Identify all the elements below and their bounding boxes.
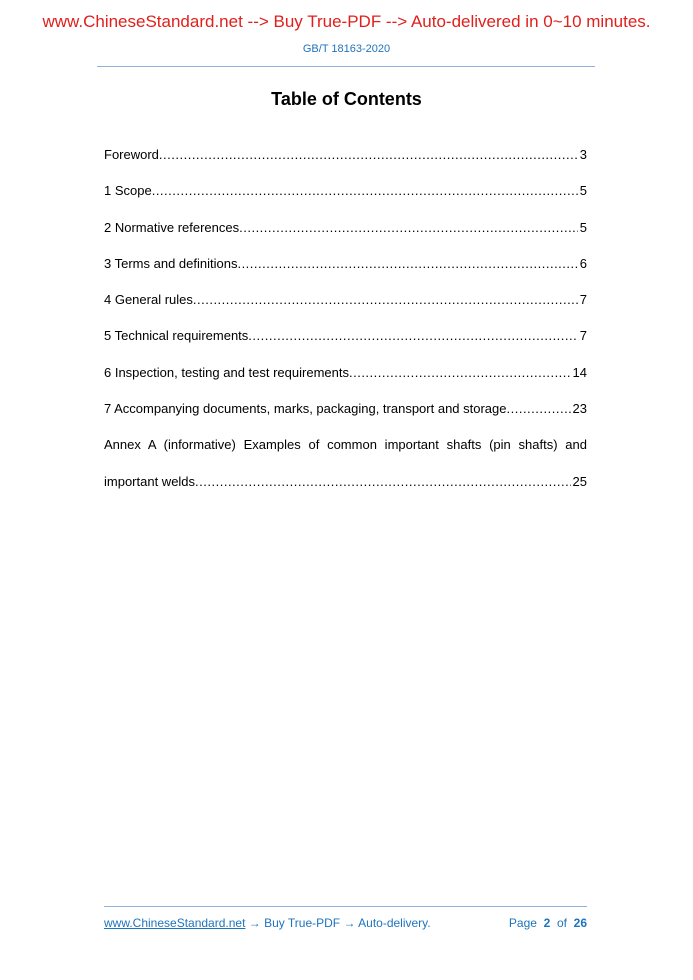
total-pages: 26 [573,916,587,930]
toc-entry-normative-references[interactable] [104,215,587,251]
toc-entry-label: 2 Normative references [104,219,240,235]
toc-entry-page: 7 [579,292,587,308]
toc-entry-annex-a[interactable] [104,469,587,505]
toc-entry-label: 7 Accompanying documents, marks, packaging, transport and storage [104,401,507,417]
toc-entry-page: 3 [579,147,587,162]
current-page-number: 2 [543,916,551,930]
standard-code: GB/T 18163-2020 [302,43,391,55]
table-of-contents [104,142,587,505]
arrow-icon: → [245,916,265,930]
toc-entry-page: 5 [579,183,587,199]
dot-leader [152,178,578,203]
toc-entry-page: 6 [579,255,587,271]
page-title: Table of Contents [271,89,422,109]
toc-entry-technical-requirements[interactable] [104,323,587,359]
dot-leader [237,251,577,276]
toc-entry-label: 5 Technical requirements [104,328,249,344]
dot-leader [195,469,570,494]
toc-entry-inspection-testing[interactable] [104,360,587,396]
dot-leader [159,142,578,167]
footer-divider [104,906,587,907]
toc-entry-label: 6 Inspection, testing and test requirements [104,364,349,380]
toc-entry-label: 3 Terms and definitions [104,255,238,271]
page-footer [104,916,587,930]
dot-leader [349,360,571,385]
toc-entry-annex-a-line1[interactable]: Annex A (informative) Examples of common important shafts (pin shafts) and [104,437,587,453]
promo-banner[interactable]: www.ChineseStandard.net --> Buy True-PDF --> Auto-delivered in 0~10 minutes. [42,12,651,31]
dot-leader [248,323,577,348]
toc-entry-page: 14 [572,364,587,380]
arrow-icon: → [340,916,359,930]
dot-leader [507,396,571,421]
footer-promo [104,916,431,930]
footer-buy-text: Buy True-PDF [264,916,341,930]
page-indicator [509,916,587,930]
toc-entry-accompanying-documents[interactable] [104,396,587,432]
toc-entry-label: Foreword [104,147,159,162]
toc-entry-page: 23 [572,401,587,417]
toc-entry-label: important welds [104,473,196,489]
footer-delivery-text: Auto-delivery. [358,916,431,930]
toc-entry-label: 4 General rules [104,292,193,308]
toc-entry-label: 1 Scope [104,183,152,199]
page-label: Page [508,916,537,930]
toc-entry-page: 7 [579,328,587,344]
of-label: of [556,916,567,930]
toc-entry-page: 25 [572,473,587,489]
toc-entry-foreword[interactable] [104,142,587,178]
toc-entry-terms-definitions[interactable] [104,251,587,287]
dot-leader [239,215,578,240]
toc-entry-scope[interactable] [104,178,587,214]
dot-leader [193,287,578,312]
footer-site-link[interactable]: www.ChineseStandard.net [104,916,246,930]
header-divider [97,66,595,67]
toc-entry-general-rules[interactable] [104,287,587,323]
toc-entry-page: 5 [579,219,587,235]
